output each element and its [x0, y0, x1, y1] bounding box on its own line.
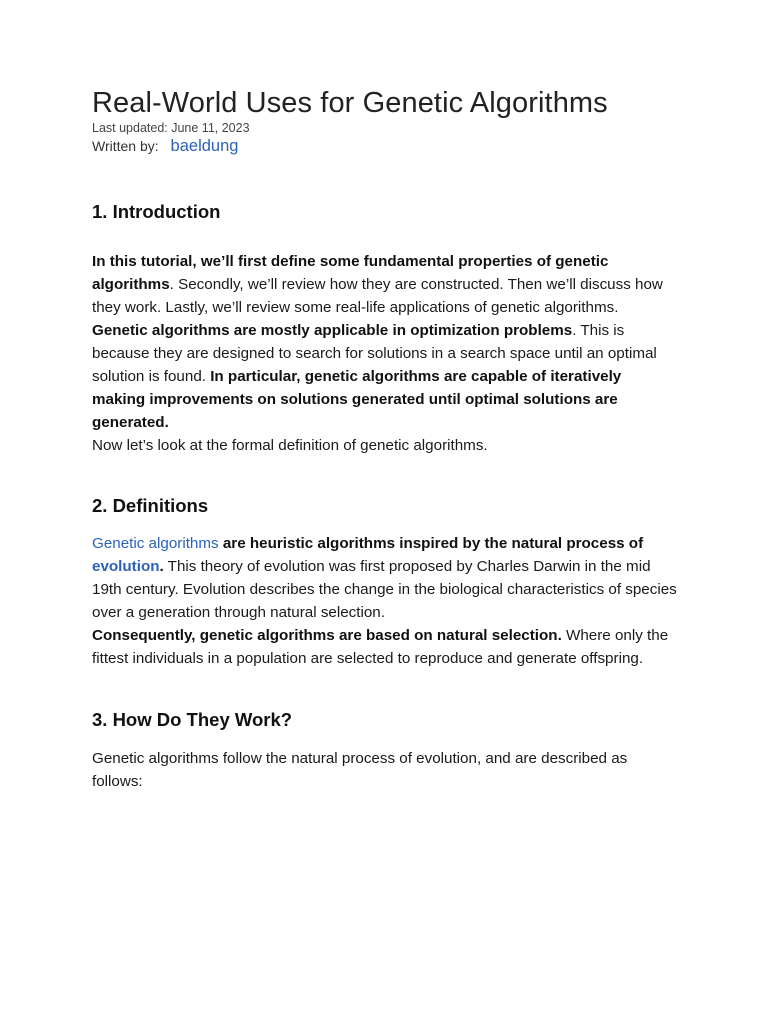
- genetic-algorithms-link[interactable]: Genetic algorithms: [92, 535, 219, 552]
- intro-paragraph-2: [92, 319, 677, 434]
- section-heading-introduction: 1. Introduction: [92, 201, 221, 222]
- how-paragraph-1: Genetic algorithms follow the natural process of evolution, and are described as follows:: [92, 750, 628, 790]
- how-body: [92, 747, 677, 793]
- defs-p1-bold: are heuristic algorithms inspired by the natural process of: [218, 535, 644, 552]
- defs-p1-text: This theory of evolution was first proposed by Charles Darwin in the mid 19th century. Evolution describes the change in the biological characteristics of species over a generation through natural selection.: [92, 558, 677, 621]
- author-link[interactable]: baeldung: [170, 137, 239, 155]
- last-updated: Last updated: June 11, 2023: [92, 121, 250, 135]
- definitions-body: [92, 532, 677, 670]
- intro-paragraph-3: Now let’s look at the formal definition of genetic algorithms.: [92, 437, 488, 454]
- intro-paragraph-1: [92, 250, 677, 319]
- intro-p1-text: . Secondly, we’ll review how they are constructed. Then we’ll discuss how they work. Lastly, we’ll review some real-life applications of genetic algorithms.: [92, 276, 663, 316]
- written-by-label: Written by:: [92, 138, 159, 154]
- evolution-link[interactable]: evolution: [92, 558, 160, 575]
- section-heading-how-do-they-work: 3. How Do They Work?: [92, 709, 293, 730]
- defs-p2-bold: Consequently, genetic algorithms are based on natural selection.: [92, 627, 562, 644]
- article: [92, 82, 677, 793]
- defs-p1-bold-end: .: [159, 558, 164, 575]
- defs-p2-text: Where only the fittest individuals in a population are selected to reproduce and generate offspring.: [92, 627, 669, 667]
- section-heading-definitions: 2. Definitions: [92, 495, 209, 516]
- defs-paragraph-2: [92, 624, 677, 670]
- author-line: [92, 136, 677, 156]
- intro-p2-bold-2: In particular, genetic algorithms are capable of iteratively making improvements on solutions generated until optimal solutions are generated.: [92, 368, 622, 431]
- intro-p2-text: . This is because they are designed to search for solutions in a search space until an optimal solution is found.: [92, 322, 657, 385]
- intro-p1-bold: In this tutorial, we’ll first define some fundamental properties of genetic algorithms: [92, 253, 609, 293]
- introduction-body: [92, 250, 677, 457]
- defs-paragraph-1: [92, 532, 677, 624]
- page-title: Real-World Uses for Genetic Algorithms: [92, 87, 608, 119]
- intro-p2-bold: Genetic algorithms are mostly applicable in optimization problems: [92, 322, 573, 339]
